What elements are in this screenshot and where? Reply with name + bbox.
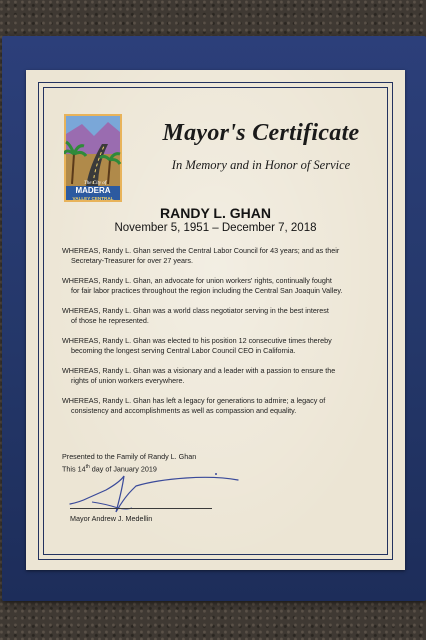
whereas-paragraph: WHEREAS, Randy L. Ghan has left a legacy for generations to admire; a legacy of consistency and accomplishments as well as compassion and equality.: [62, 396, 326, 415]
whereas-paragraph: WHEREAS, Randy L. Ghan was elected to his position 12 consecutive times thereby becoming the longest serving Central Labor Council CEO in California.: [62, 336, 332, 355]
mayor-signature: [66, 468, 246, 520]
seal-line-3: VALLEY CENTRAL: [72, 196, 114, 201]
whereas-paragraph: WHEREAS, Randy L. Ghan was a world class negotiator serving in the best interest of those he represented.: [62, 306, 329, 325]
whereas-clauses: [62, 246, 368, 426]
seal-line-1: The City of: [84, 181, 107, 186]
whereas-paragraph: WHEREAS, Randy L. Ghan was a visionary and a leader with a passion to ensure the rights of union workers everywhere.: [62, 366, 336, 385]
seal-line-2: MADERA: [75, 186, 111, 195]
signature-line: [70, 508, 212, 509]
whereas-paragraph: WHEREAS, Randy L. Ghan served the Central Labor Council for 43 years; and as their Secretary-Treasurer for over 27 years.: [62, 246, 340, 265]
signer-name: Mayor Andrew J. Medellin: [70, 514, 153, 523]
certificate-subtitle: In Memory and in Honor of Service: [171, 158, 351, 172]
honoree-name: RANDY L. GHAN: [160, 205, 271, 221]
presentation-date: This 14th day of January 2019: [62, 464, 157, 474]
whereas-paragraph: WHEREAS, Randy L. Ghan, an advocate for union workers' rights, continually fought for fair labor practices throughout the region including the Central San Joaquin Valley.: [62, 276, 343, 295]
certificate-paper: [26, 70, 405, 570]
certificate-title: Mayor's Certificate: [162, 120, 360, 146]
city-of-madera-seal: [64, 114, 122, 202]
presented-to: Presented to the Family of Randy L. Ghan: [62, 452, 197, 461]
honoree-dates: November 5, 1951 – December 7, 2018: [114, 222, 317, 234]
